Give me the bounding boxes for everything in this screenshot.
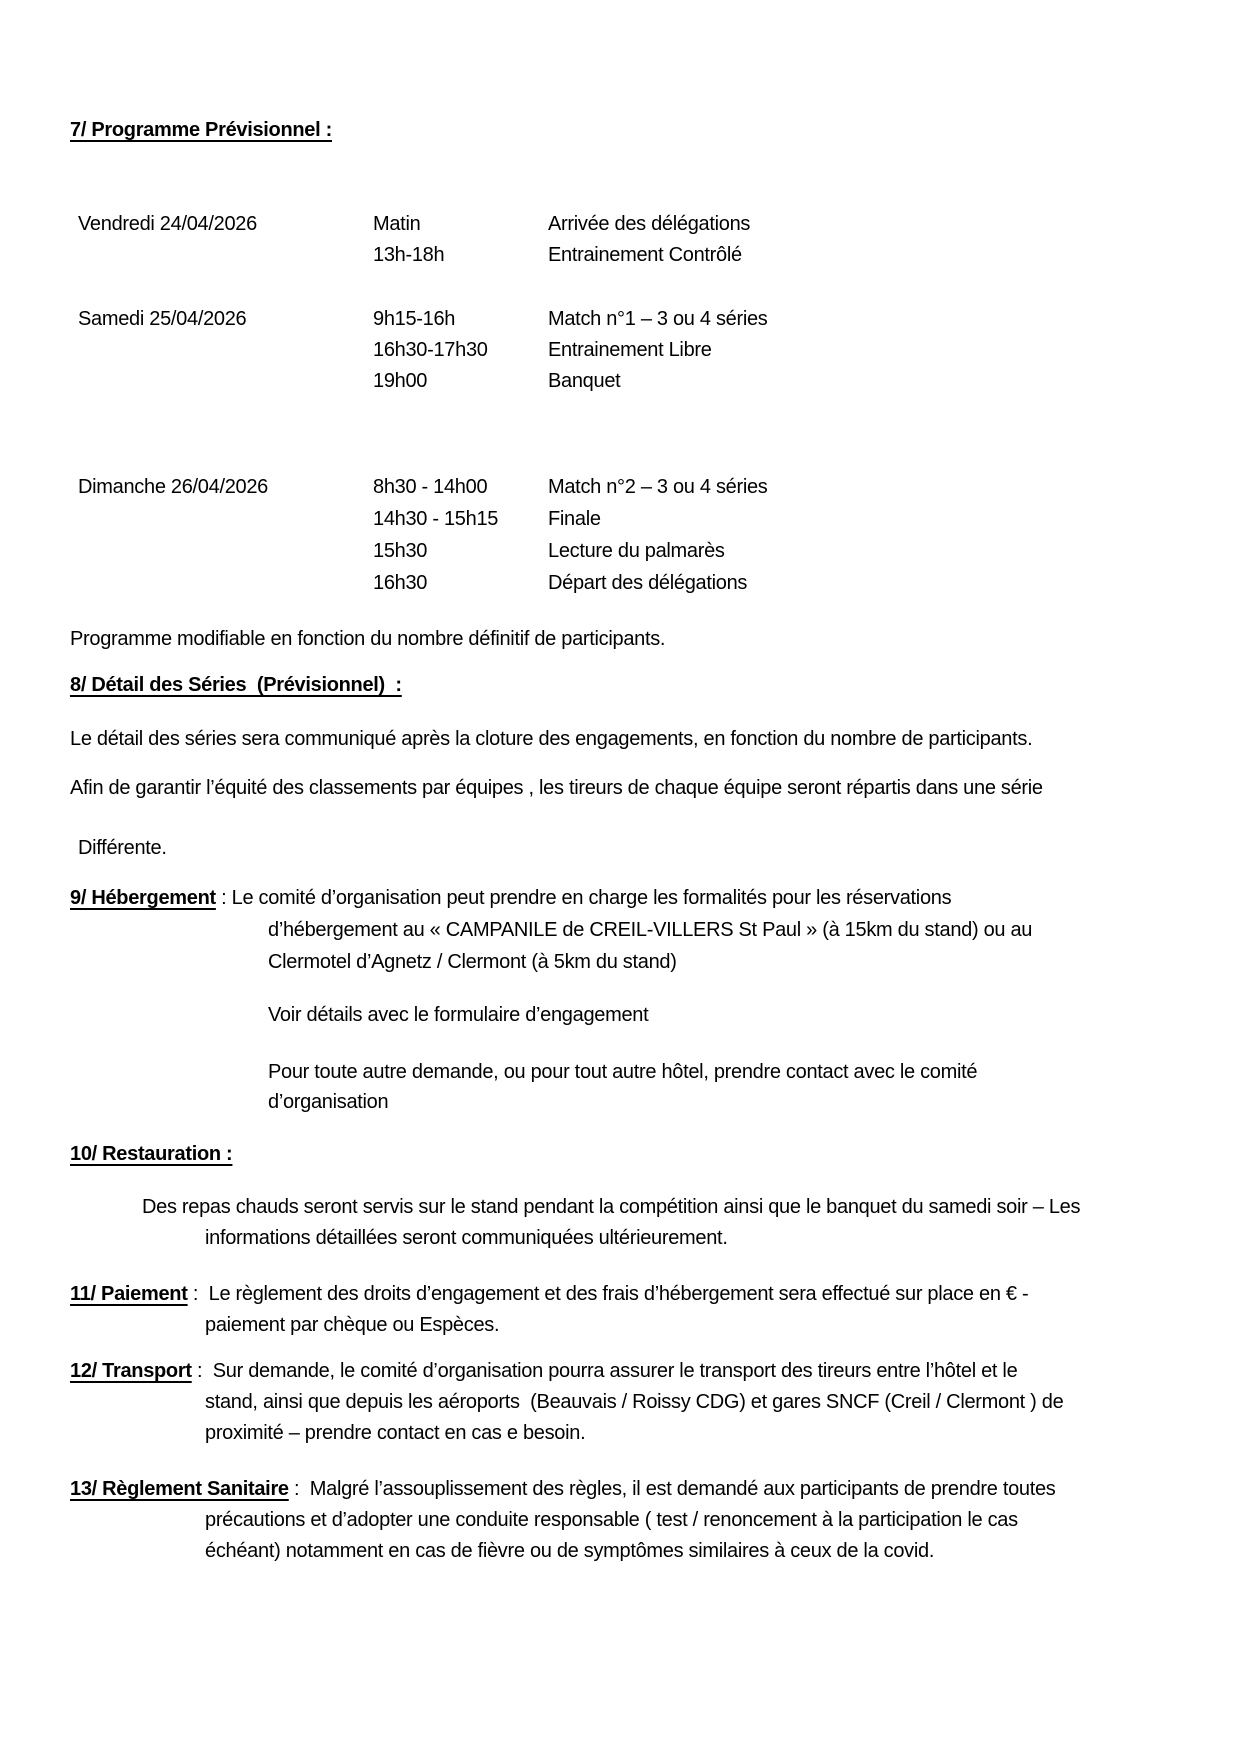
schedule-time: 16h30-17h30 — [373, 339, 488, 361]
schedule-date: Dimanche 26/04/2026 — [78, 476, 268, 498]
paragraph-line: proximité – prendre contact en cas e besoin. — [205, 1422, 586, 1444]
schedule-activity: Match n°2 – 3 ou 4 séries — [548, 476, 768, 498]
schedule-date: Vendredi 24/04/2026 — [78, 213, 257, 235]
paragraph-line — [70, 1279, 1028, 1310]
section-7-heading: 7/ Programme Prévisionnel : — [70, 119, 332, 141]
paragraph-line — [70, 1474, 1056, 1505]
schedule-time: Matin — [373, 213, 421, 235]
paragraph-line: d’organisation — [268, 1091, 389, 1113]
section-13-label: 13/ Règlement Sanitaire — [70, 1478, 289, 1500]
schedule-time: 16h30 — [373, 572, 428, 594]
section-13-intro: : Malgré l’assouplissement des règles, il est demandé aux participants de prendre toutes — [288, 1478, 1056, 1500]
paragraph-line: Programme modifiable en fonction du nombre définitif de participants. — [70, 628, 666, 650]
paragraph-line: paiement par chèque ou Espèces. — [205, 1314, 500, 1336]
paragraph-line: Des repas chauds seront servis sur le stand pendant la compétition ainsi que le banquet du samedi soir – Les — [142, 1196, 1081, 1218]
section-12-intro: : Sur demande, le comité d’organisation pourra assurer le transport des tireurs entre l’hôtel et le — [191, 1360, 1018, 1382]
section-9-label: 9/ Hébergement — [70, 887, 216, 909]
paragraph-line: Le détail des séries sera communiqué après la cloture des engagements, en fonction du nombre de participants. — [70, 728, 1033, 750]
section-11-intro: : Le règlement des droits d’engagement et des frais d’hébergement sera effectué sur place en € - — [187, 1283, 1029, 1305]
section-9-intro: : Le comité d’organisation peut prendre en charge les formalités pour les réservations — [215, 887, 952, 909]
schedule-activity: Finale — [548, 508, 601, 530]
section-10-heading: 10/ Restauration : — [70, 1143, 233, 1165]
paragraph-line: précautions et d’adopter une conduite responsable ( test / renoncement à la participation le cas — [205, 1509, 1018, 1531]
schedule-time: 14h30 - 15h15 — [373, 508, 499, 530]
paragraph-line — [70, 1356, 1017, 1387]
schedule-activity: Match n°1 – 3 ou 4 séries — [548, 308, 768, 330]
paragraph-line: d’hébergement au « CAMPANILE de CREIL-VILLERS St Paul » (à 15km du stand) ou au — [268, 919, 1033, 941]
paragraph-line: échéant) notamment en cas de fièvre ou de symptômes similaires à ceux de la covid. — [205, 1540, 935, 1562]
section-8-heading: 8/ Détail des Séries (Prévisionnel) : — [70, 674, 402, 696]
paragraph-line: Voir détails avec le formulaire d’engagement — [268, 1004, 649, 1026]
schedule-time: 8h30 - 14h00 — [373, 476, 488, 498]
section-11-label: 11/ Paiement — [70, 1283, 188, 1305]
schedule-time: 19h00 — [373, 370, 428, 392]
paragraph-line — [70, 883, 951, 914]
paragraph-line: Différente. — [78, 837, 167, 859]
schedule-activity: Départ des délégations — [548, 572, 748, 594]
section-12-label: 12/ Transport — [70, 1360, 192, 1382]
schedule-time: 15h30 — [373, 540, 428, 562]
schedule-activity: Lecture du palmarès — [548, 540, 725, 562]
schedule-activity: Entrainement Contrôlé — [548, 244, 742, 266]
paragraph-line: Afin de garantir l’équité des classements par équipes , les tireurs de chaque équipe seront répartis dans une série — [70, 777, 1043, 799]
paragraph-line: informations détaillées seront communiquées ultérieurement. — [205, 1227, 728, 1249]
paragraph-line: Clermotel d’Agnetz / Clermont (à 5km du stand) — [268, 951, 677, 973]
schedule-activity: Banquet — [548, 370, 621, 392]
schedule-time: 9h15-16h — [373, 308, 456, 330]
paragraph-line: stand, ainsi que depuis les aéroports (Beauvais / Roissy CDG) et gares SNCF (Creil / Clermont ) de — [205, 1391, 1064, 1413]
paragraph-line: Pour toute autre demande, ou pour tout autre hôtel, prendre contact avec le comité — [268, 1061, 978, 1083]
schedule-date: Samedi 25/04/2026 — [78, 308, 247, 330]
schedule-activity: Entrainement Libre — [548, 339, 712, 361]
schedule-activity: Arrivée des délégations — [548, 213, 751, 235]
schedule-time: 13h-18h — [373, 244, 445, 266]
